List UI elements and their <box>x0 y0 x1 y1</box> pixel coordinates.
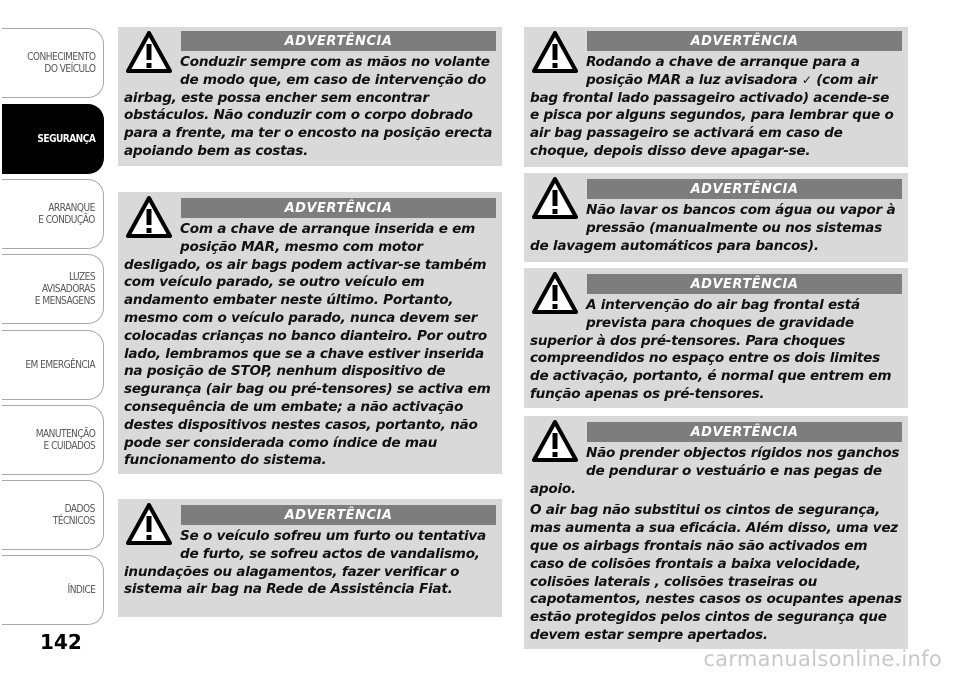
warning-heading: ADVERTÊNCIA <box>587 274 902 294</box>
warning-text-container <box>124 221 496 470</box>
nav-tab-label: EM EMERGÊNCIA <box>25 359 95 371</box>
warning-text-container <box>530 54 902 161</box>
warning-text: Não prender objectos rígidos nos ganchos de pendurar o vestuário e nas pegas de apoio. <box>530 445 900 497</box>
warning-box-rigid-objects <box>524 416 908 652</box>
watermark: carmanualsonline.info <box>703 647 942 671</box>
warning-heading: ADVERTÊNCIA <box>181 198 496 218</box>
nav-tab-luzes[interactable] <box>2 254 104 324</box>
warning-box-theft <box>118 499 502 620</box>
warning-heading: ADVERTÊNCIA <box>587 31 902 51</box>
nav-tab-label: SEGURANÇA <box>37 133 95 145</box>
warning-text: Com a chave de arranque inserida e em posição MAR, mesmo com motor desligado, os air bags podem activar-se também com veículo parado, se outro veículo em andamento embater neste último. Portanto, mesmo com o veículo parado, nunca devem ser colocadas crianças no banco dianteiro. Por outro lado, lembramos que se a chave estiver inserida na posição de STOP, nenhum dispositivo de segurança (air bag ou pré-tensores) se activa em consequência de um embate; a não activação destes dispositivos nestes casos, portanto, não pode ser considerada como índice de mau funcionamento do sistema. <box>124 221 491 469</box>
warning-text: Conduzir sempre com as mãos no volante de modo que, em caso de intervenção do airbag, este possa encher sem encontrar obstáculos. Não conduzir com o corpo dobrado para a frente, ma ter o encosto na posição erecta apoiando bem as costas. <box>124 54 493 159</box>
warning-text-container <box>530 297 902 404</box>
nav-tab-label: DADOS TÉCNICOS <box>53 503 95 527</box>
warning-text: A intervenção do air bag frontal está prevista para choques de gravidade superior à dos pré-tensores. Para choques compreendidos no espaço entre os dois limites de activação, portanto, é normal que entrem em função apenas os pré-tensores. <box>530 297 892 402</box>
nav-tab-label: MANUTENÇÃO E CUIDADOS <box>35 428 95 452</box>
nav-tab-label: ÍNDICE <box>67 584 95 596</box>
warning-text-part: Rodando a chave de arranque para a posição MAR a luz avisadora <box>586 54 860 88</box>
warning-heading: ADVERTÊNCIA <box>587 422 902 442</box>
nav-tab-dados[interactable] <box>2 480 104 550</box>
warning-text-container <box>530 202 902 255</box>
warning-text: O air bag não substitui os cintos de segurança, mas aumenta a sua eficácia. Além disso, uma vez que os airbags frontais não são activados em caso de colisões frontais a baixa velocidade, colisões laterais , colisões traseiras ou capotamentos, nestes casos os ocupantes apenas estão protegidos pelos cintos de segurança que devem estar sempre apertados. <box>530 502 902 643</box>
warning-text-container <box>530 445 902 645</box>
warning-text-container <box>124 528 496 599</box>
warning-heading: ADVERTÊNCIA <box>587 179 902 199</box>
page-number: 142 <box>40 630 82 654</box>
nav-tab-emergencia[interactable] <box>2 330 104 400</box>
nav-tab-label: ARRANQUE E CONDUÇÃO <box>38 202 95 226</box>
warning-box-frontal-airbag <box>524 268 908 411</box>
airbag-warning-light-icon: ✓ <box>801 72 812 87</box>
nav-tab-indice[interactable] <box>2 555 104 625</box>
nav-tab-label: LUZES AVISADORAS E MENSAGENS <box>34 271 95 307</box>
warning-box-seat-washing <box>524 173 908 265</box>
warning-box-airbag-light <box>524 27 908 170</box>
warning-text-container <box>124 54 496 161</box>
warning-heading: ADVERTÊNCIA <box>181 505 496 525</box>
warning-text: Não lavar os bancos com água ou vapor à pressão (manualmente ou nos sistemas de lavagem automáticos para bancos). <box>530 202 896 254</box>
nav-tab-conhecimento[interactable] <box>2 28 104 98</box>
nav-tab-arranque[interactable] <box>2 179 104 249</box>
warning-text <box>530 54 902 161</box>
warning-text: Se o veículo sofreu um furto ou tentativa de furto, se sofreu actos de vandalismo, inundações ou alagamentos, fazer verificar o sistema air bag na Rede de Assistência Fiat. <box>124 528 486 598</box>
nav-tab-manutencao[interactable] <box>2 405 104 475</box>
nav-tab-seguranca[interactable] <box>2 104 104 174</box>
chapter-nav <box>0 0 106 677</box>
warning-heading: ADVERTÊNCIA <box>181 31 496 51</box>
warning-box-key-mar <box>118 192 502 477</box>
warning-box-hands-on-wheel <box>118 27 502 169</box>
warning-text-part: (com air bag frontal lado passageiro activado) acende-se e pisca por alguns segundos, para lembrar que o air bag passageiro se activará em caso de choque, depois disso deve apagar-se. <box>530 71 894 159</box>
nav-tab-label: CONHECIMENTO DO VEÍCULO <box>26 51 95 75</box>
